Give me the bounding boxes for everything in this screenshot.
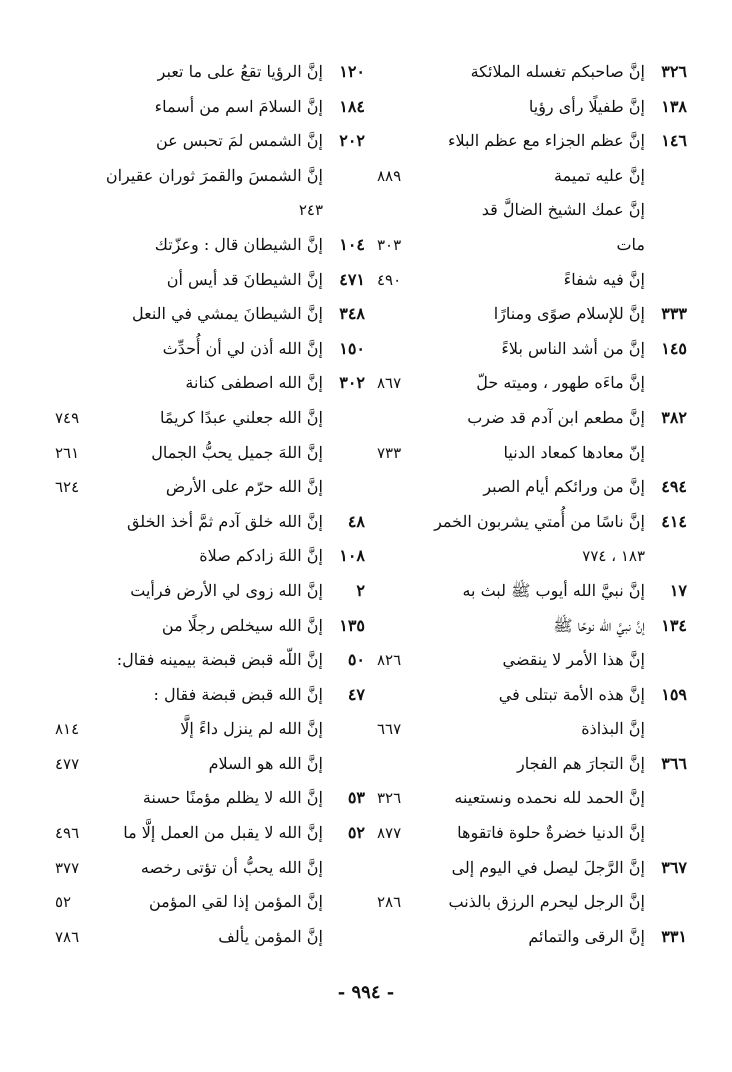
- hadith-number: ٣٠٢: [339, 373, 365, 393]
- index-entry: [377, 781, 687, 816]
- index-entry: [377, 470, 687, 505]
- hadith-text: إنَّ التجارَ هم الفجار: [517, 753, 645, 773]
- index-entry: [377, 124, 687, 159]
- index-entry: [55, 678, 365, 713]
- hadith-number: ١٨٤: [339, 96, 365, 116]
- index-entry: [55, 643, 365, 678]
- index-entry: [377, 609, 687, 644]
- index-entry: [55, 505, 365, 540]
- index-entry: [377, 193, 687, 228]
- page-reference: ٢٦١: [55, 443, 80, 462]
- index-entry: [55, 55, 365, 90]
- hadith-number: ٤٧: [347, 684, 365, 704]
- hadith-text: إنَّ الشمس لمَ تحبس عن: [155, 131, 323, 151]
- hadith-text: إنَّ الرَّجلَ ليصل في اليوم إلى: [451, 857, 645, 877]
- page-reference: ٤٧٧: [55, 754, 80, 773]
- index-entry: [377, 332, 687, 367]
- index-entry: [55, 159, 365, 194]
- index-entry: [377, 366, 687, 401]
- page-reference: ٨٦٧: [377, 374, 402, 393]
- index-entry: [377, 159, 687, 194]
- hadith-text: إنَّ مطعم ابن آدم قد ضرب: [467, 407, 645, 427]
- page-reference: ٣٠٣: [377, 235, 402, 254]
- hadith-number: ١٤٥: [661, 338, 687, 358]
- right-column: [377, 55, 687, 954]
- index-entry: [377, 643, 687, 678]
- hadith-number: ١٣٥: [339, 615, 365, 635]
- index-entry: [55, 539, 365, 574]
- index-entry: [55, 436, 365, 471]
- page-reference: ٢٤٣: [298, 201, 323, 220]
- index-entry: [377, 712, 687, 747]
- hadith-number: ٣٦٦: [661, 753, 687, 773]
- index-entry: [377, 539, 687, 574]
- hadith-text: إنَّ نبيَّ الله نوحًا ﷺ: [553, 615, 645, 635]
- index-entry: [55, 574, 365, 609]
- hadith-text: إنَّ الله حرّم على الأرض: [165, 477, 323, 497]
- hadith-text: إنَّ الشمسَ والقمرَ ثوران عقيران: [105, 165, 323, 185]
- index-entry: [377, 90, 687, 125]
- hadith-text: إنَّ الدنيا خضرةٌ حلوة فاتقوها: [457, 823, 645, 843]
- hadith-number: ١٠٨: [339, 546, 365, 566]
- index-entry: [377, 747, 687, 782]
- hadith-text: إنَّ البذاذة: [581, 719, 645, 739]
- index-entry: [55, 885, 365, 920]
- index-entry: [377, 297, 687, 332]
- hadith-text: إنَّ الله خلق آدم ثمَّ أخذ الخلق: [126, 511, 323, 531]
- hadith-number: ٥٣: [347, 788, 365, 808]
- left-column: [55, 55, 365, 954]
- hadith-text: إنَّ فيه شفاءً: [563, 269, 645, 289]
- hadith-text: إنَّ اللهَ جميل يحبُّ الجمال: [151, 442, 323, 462]
- hadith-text: إنَّ هذا الأمر لا ينقضي: [502, 650, 645, 670]
- hadith-text: إنَّ الله لا يقبل من العمل إلَّا ما: [123, 823, 323, 843]
- hadith-text: إنَّ اللّه قبض قبضة بيمينه فقال:: [116, 650, 323, 670]
- hadith-number: ١٠٤: [339, 234, 365, 254]
- index-entry: [377, 263, 687, 298]
- hadith-number: ٥٠: [347, 650, 365, 670]
- hadith-number: ٣٢٦: [661, 62, 687, 81]
- page-reference: ٥٢: [55, 893, 72, 912]
- hadith-text: إنَّ الله جعلني عبدًا كريمًا: [159, 407, 323, 427]
- index-entry: [377, 885, 687, 920]
- page-reference: ٨٨٩: [377, 166, 402, 185]
- index-entry: [55, 90, 365, 125]
- index-entry: [55, 401, 365, 436]
- index-entry: [55, 609, 365, 644]
- hadith-text: إنَّ الله أذن لي أن أُحدِّث: [162, 338, 323, 358]
- hadith-text: إنَّ اللهَ زادكم صلاة: [199, 546, 323, 566]
- index-entry: [55, 263, 365, 298]
- hadith-number: ٢: [356, 580, 365, 600]
- page-reference: ٧٤٩: [55, 408, 80, 427]
- index-entry: [55, 124, 365, 159]
- hadith-number: ٤٨: [347, 511, 365, 531]
- hadith-text: إنَّ نبيَّ الله أيوب ﷺ لبث به: [462, 580, 645, 600]
- hadith-text: إنَّ الله زوى لي الأرض فرأيت: [130, 580, 323, 600]
- hadith-text: إنَّ الحمد لله نحمده ونستعينه: [454, 788, 645, 808]
- hadith-number: ٢٠٢: [339, 131, 365, 151]
- page-reference: ٦٢٤: [55, 478, 80, 497]
- page-reference: ٣٢٦: [377, 789, 402, 808]
- hadith-text: إنَّ الله اصطفى كنانة: [185, 373, 323, 393]
- index-entry: [55, 193, 365, 228]
- hadith-text: إنّ معادها كمعاد الدنيا: [503, 442, 645, 462]
- hadith-number: ٣٤٨: [339, 304, 365, 324]
- hadith-text: إنَّ الرؤيا تقعُ على ما تعبر: [157, 62, 323, 81]
- hadith-number: ١٤٦: [661, 131, 687, 151]
- hadith-number: ١٣٤: [661, 615, 687, 635]
- hadith-text: إنَّ المؤمن يألف: [218, 926, 323, 946]
- index-entry: [377, 436, 687, 471]
- hadith-number: ١٥٩: [661, 684, 687, 704]
- hadith-number: ١٧: [669, 580, 687, 600]
- hadith-text: إنَّ هذه الأمة تبتلى في: [498, 684, 645, 704]
- hadith-text: إنَّ للإسلام صوًى ومنارًا: [493, 304, 645, 324]
- index-entry: [377, 816, 687, 851]
- hadith-text: إنَّ صاحبكم تغسله الملائكة: [470, 62, 645, 81]
- hadith-number: ٣٣١: [661, 926, 687, 946]
- hadith-text: إنَّ طفيلًا رأى رؤيا: [528, 96, 645, 116]
- hadith-text: إنَّ الله يحبُّ أن تؤتى رخصه: [140, 857, 323, 877]
- index-entry: [55, 228, 365, 263]
- index-entry: [55, 332, 365, 367]
- hadith-text: مات: [616, 234, 645, 254]
- index-entry: [55, 851, 365, 886]
- hadith-text: إنَّ ناسًا من أُمتي يشربون الخمر: [434, 511, 645, 531]
- index-entry: [377, 505, 687, 540]
- hadith-text: إنَّ الرقى والتمائم: [528, 926, 645, 946]
- hadith-text: إنَّ عليه تميمة: [554, 165, 645, 185]
- index-entry: [377, 574, 687, 609]
- page-reference: ٦٦٧: [377, 720, 402, 739]
- hadith-number: ٣٦٧: [661, 857, 687, 877]
- hadith-text: إنَّ الله قبض قبضة فقال :: [153, 684, 323, 704]
- hadith-text: إنَّ الله سيخلص رجلًا من: [161, 615, 323, 635]
- hadith-number: ٣٣٣: [661, 304, 687, 324]
- hadith-number: ٤١٤: [661, 511, 687, 531]
- index-entry: [55, 747, 365, 782]
- hadith-text: إنَّ الله لا يظلم مؤمنًا حسنة: [142, 788, 323, 808]
- hadith-text: إنَّ المؤمن إذا لقي المؤمن: [148, 892, 323, 912]
- index-entry: [377, 55, 687, 90]
- index-entry: [377, 228, 687, 263]
- hadith-text: إنَّ الله هو السلام: [208, 753, 323, 773]
- page-number: - ٩٩٤ -: [337, 982, 395, 1003]
- page-reference: ٢٨٦: [377, 893, 402, 912]
- index-entry: [55, 781, 365, 816]
- index-entry: [377, 401, 687, 436]
- index-entry: [377, 920, 687, 955]
- hadith-text: إنَّ ماءَه طهور ، وميته حلّ: [476, 373, 645, 393]
- hadith-number: ١٢٠: [339, 62, 365, 81]
- hadith-text: إنَّ الشيطان قال : وعزّتك: [154, 234, 323, 254]
- index-entry: [55, 297, 365, 332]
- page-reference: ١٨٣ ، ٧٧٤: [582, 547, 645, 566]
- page-reference: ٨٧٧: [377, 824, 402, 843]
- index-entry: [55, 712, 365, 747]
- page-reference: ٤٩٠: [377, 270, 402, 289]
- hadith-number: ٤٩٤: [661, 477, 687, 497]
- page-reference: ٣٧٧: [55, 858, 80, 877]
- page-reference: ٧٣٣: [377, 443, 402, 462]
- hadith-text: إنَّ من ورائكم أيام الصبر: [483, 477, 645, 497]
- hadith-number: ١٥٠: [339, 338, 365, 358]
- hadith-text: إنَّ عمك الشيخ الضالَّ قد: [481, 200, 645, 220]
- hadith-number: ١٣٨: [661, 96, 687, 116]
- page-reference: ٤٩٦: [55, 824, 80, 843]
- hadith-text: إنَّ من أشد الناس بلاءً: [501, 338, 645, 358]
- hadith-number: ٣٨٢: [661, 407, 687, 427]
- hadith-text: إنَّ الشيطانَ يمشي في النعل: [132, 304, 323, 324]
- index-entry: [55, 366, 365, 401]
- index-entry: [55, 816, 365, 851]
- page-reference: ٨١٤: [55, 720, 80, 739]
- hadith-number: ٥٢: [347, 823, 365, 843]
- hadith-text: إنَّ الرجل ليحرم الرزق بالذنب: [448, 892, 645, 912]
- hadith-text: إنَّ السلامَ اسم من أسماء: [154, 96, 323, 116]
- index-entry: [55, 470, 365, 505]
- page-reference: ٧٨٦: [55, 927, 80, 946]
- hadith-text: إنَّ عظم الجزاء مع عظم البلاء: [447, 131, 645, 151]
- page-reference: ٨٢٦: [377, 651, 402, 670]
- index-entry: [377, 678, 687, 713]
- hadith-number: ٤٧١: [339, 269, 365, 289]
- hadith-text: إنَّ الشيطانَ قد أيس أن: [166, 269, 323, 289]
- hadith-text: إنَّ الله لم ينزل داءً إلَّا: [180, 719, 323, 739]
- index-entry: [55, 920, 365, 955]
- index-entry: [377, 851, 687, 886]
